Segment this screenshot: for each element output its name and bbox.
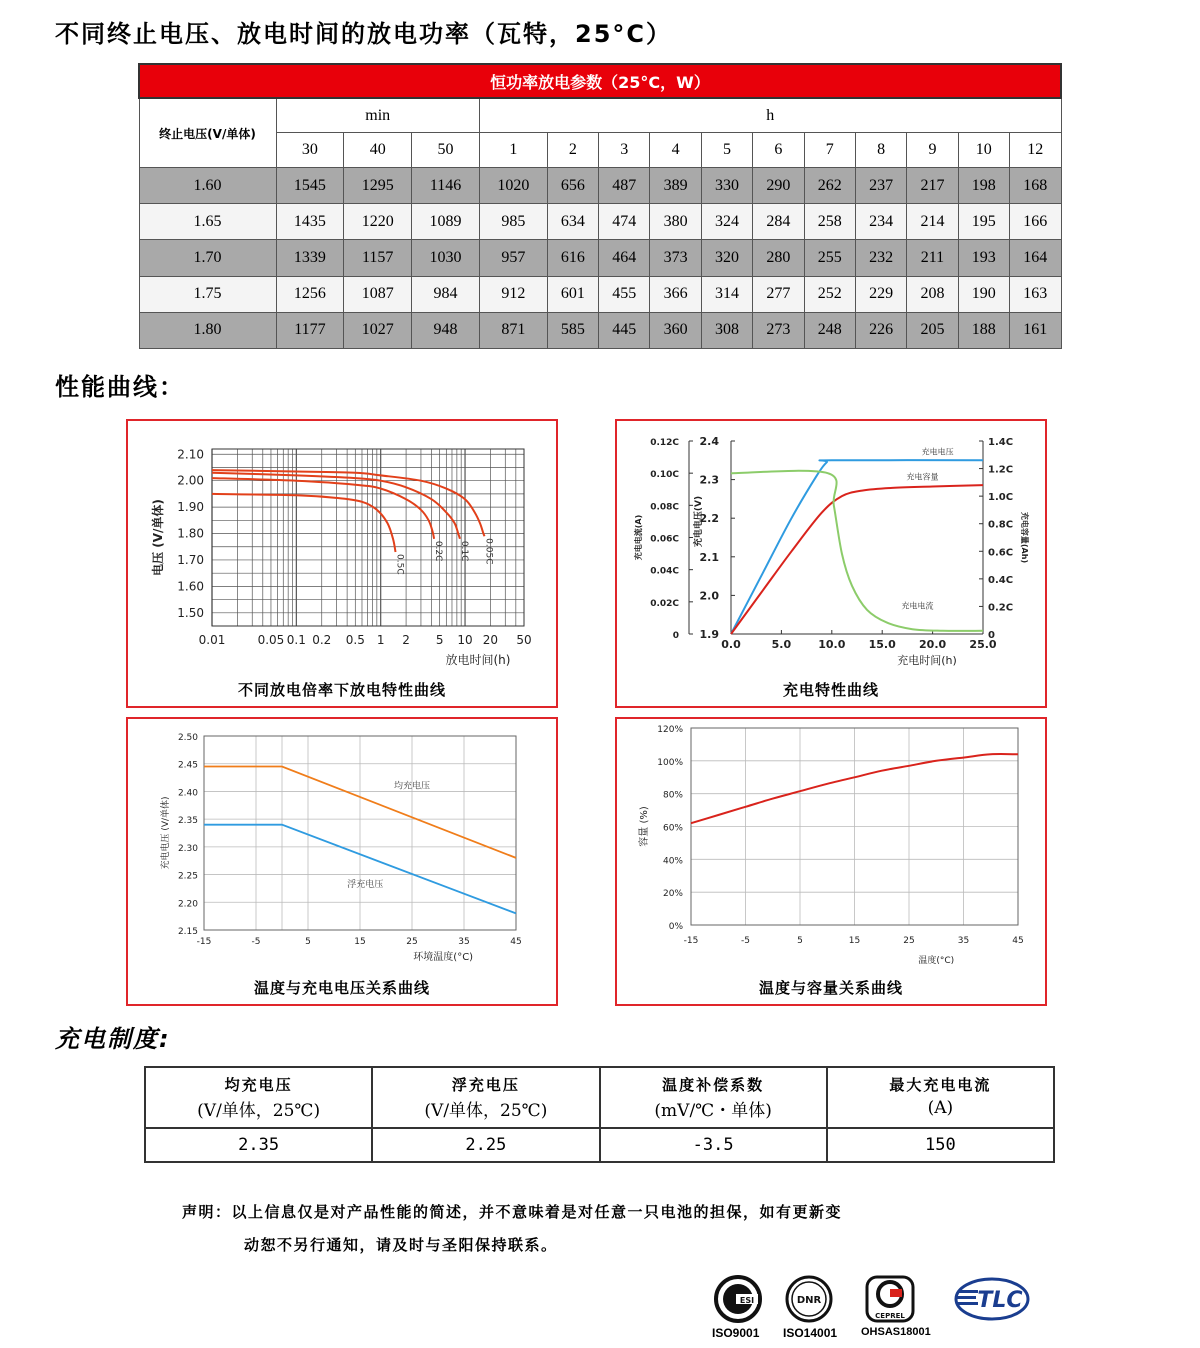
y-mid-tick-label: 2.1 [699,550,719,564]
y-tick-label: 80% [662,790,683,801]
power-cell: 188 [958,312,1009,348]
y-right-tick-label: 0.2C [988,602,1014,614]
x-tick-label: 0.05 [257,633,285,647]
time-header: 12 [1009,133,1061,168]
x-tick-label: 20 [482,633,499,647]
x-tick-label: 5 [435,633,444,647]
power-cell: 190 [958,276,1009,312]
power-cell: 1027 [344,312,412,348]
y-tick-label: 20% [662,889,683,900]
power-cell: 234 [855,204,906,240]
cert-label: ISO9001 [712,1326,760,1340]
time-header: 4 [650,133,701,168]
y-tick-label: 2.20 [177,899,198,910]
x-tick-label: -15 [196,937,212,947]
power-cell: 214 [907,204,958,240]
col-value: 150 [827,1128,1054,1162]
power-cell: 585 [547,312,598,348]
power-cell: 389 [650,168,701,204]
x-tick-label: 45 [1012,936,1024,946]
power-cell: 464 [599,240,650,276]
x-tick-label: -5 [741,936,750,946]
y-right-tick-label: 0 [988,630,995,641]
power-cell: 1545 [276,168,344,204]
table-row [139,240,1061,276]
x-tick-label: 10.0 [818,638,846,651]
time-header: 30 [276,133,344,168]
svg-text:DNR: DNR [796,1295,822,1306]
power-cell: 1087 [344,276,412,312]
power-cell: 871 [479,312,547,348]
y-tick-label: 120% [657,725,683,735]
power-cell: 366 [650,276,701,312]
power-cell: 1030 [412,240,480,276]
power-cell: 290 [753,168,804,204]
x-tick-label: 50 [516,633,532,647]
discharge-power-table [138,63,1062,349]
voltage-cell: 1.60 [139,168,276,204]
col-unit: (V/单体，25℃) [145,1095,372,1128]
discharge-curve-chart [128,421,556,706]
power-cell: 1256 [276,276,344,312]
y-left-tick-label: 0.06C [650,534,679,545]
power-cell: 601 [547,276,598,312]
y-tick-label: 1.60 [177,579,204,594]
time-header: 3 [599,133,650,168]
power-cell: 1295 [344,168,412,204]
power-cell: 1435 [276,204,344,240]
y-left-tick-label: 0.12C [650,438,679,448]
series-label: 0.05C [483,538,494,565]
ceprel-logo-icon [867,1277,913,1321]
y-tick-label: 2.15 [177,927,198,937]
svg-text:ESI: ESI [739,1296,755,1305]
x-tick-label: 0.2 [312,633,332,647]
power-cell: 258 [804,204,855,240]
voltage-cell: 1.80 [139,312,276,348]
power-cell: 248 [804,312,855,348]
col-title: 最大充电电流 [827,1067,1054,1095]
x-tick-label: 15 [848,936,861,946]
time-header: 40 [344,133,412,168]
x-tick-label: 5 [797,936,803,946]
x-tick-label: 35 [458,937,470,947]
power-cell: 616 [547,240,598,276]
x-axis-label: 环境温度(°C) [413,952,474,963]
y-right-tick-label: 0.4C [988,574,1014,586]
power-cell: 1146 [412,168,480,204]
x-tick-label: 20.0 [919,638,947,651]
discharge-series-0.2C [212,478,434,539]
y-left-tick-label: 0.02C [650,598,679,609]
power-cell: 273 [753,312,804,348]
tlc-logo-icon [956,1279,1028,1319]
x-tick-label: 45 [510,937,522,947]
power-cell: 211 [907,240,958,276]
temp-capacity-chart [617,719,1045,1004]
y-tick-label: 1.90 [177,500,204,515]
y-mid-tick-label: 2.2 [699,512,719,526]
power-cell: 455 [599,276,650,312]
x-tick-label: -15 [683,936,699,946]
svg-text:CEPREL: CEPREL [875,1312,905,1320]
y-left-tick-label: 0.08C [650,502,679,513]
y-tick-label: 2.30 [177,843,198,854]
col-value: 2.25 [372,1128,599,1162]
series-label: 均充电压 [393,781,431,792]
time-header: 5 [701,133,752,168]
power-cell: 380 [650,204,701,240]
charge-characteristic-panel [615,419,1047,708]
x-axis-label: 充电时间(h) [897,654,957,667]
y-right-tick-label: 1.4C [988,437,1014,448]
x-tick-label: 0.01 [198,633,226,647]
power-cell: 193 [958,240,1009,276]
chart-caption: 不同放电倍率下放电特性曲线 [237,681,446,699]
y-tick-label: 2.40 [177,788,198,799]
y-axis-label: 容量 (%) [639,806,650,847]
x-tick-label: -5 [251,937,261,947]
x-tick-label: 25.0 [969,638,997,651]
time-header: 50 [412,133,480,168]
power-cell: 217 [907,168,958,204]
col-value: 2.35 [145,1128,372,1162]
y-mid-tick-label: 2.3 [699,473,719,487]
power-cell: 237 [855,168,906,204]
y-mid-tick-label: 1.9 [699,628,719,641]
y-left-tick-label: 0 [672,631,679,641]
y-tick-label: 2.45 [177,760,198,771]
table-row [139,168,1061,204]
power-cell: 656 [547,168,598,204]
y-tick-label: 2.50 [177,733,198,743]
x-tick-label: 0.1 [286,633,306,647]
power-cell: 1089 [412,204,480,240]
performance-heading: 性能曲线： [55,373,185,401]
temp-voltage-chart [128,719,556,1004]
svg-text:TLC: TLC [977,1288,1023,1313]
page-title: 不同终止电压、放电时间的放电功率（瓦特，25°C） [55,20,673,48]
power-cell: 1177 [276,312,344,348]
cert-label: OHSAS18001 [861,1326,931,1338]
time-header: 8 [855,133,906,168]
time-header: 6 [753,133,804,168]
power-cell: 226 [855,312,906,348]
power-cell: 474 [599,204,650,240]
col-title: 浮充电压 [372,1067,599,1095]
group-min-header: min [276,98,479,133]
time-header: 9 [907,133,958,168]
charge-characteristic-chart [617,421,1045,706]
series-label: 浮充电压 [347,879,384,890]
col-unit: (V/单体，25℃) [372,1095,599,1128]
x-tick-label: 10 [457,633,473,647]
power-cell: 445 [599,312,650,348]
y-mid-label: 充电电压(V) [694,495,704,548]
esi-logo-icon [716,1277,760,1321]
power-cell: 205 [907,312,958,348]
chart-caption: 温度与充电电压关系曲线 [253,979,430,997]
power-cell: 232 [855,240,906,276]
group-h-header: h [479,98,1061,133]
y-right-tick-label: 1.0C [988,492,1014,504]
charging-heading: 充电制度: [55,1025,171,1053]
series-label: 0.2C [433,540,444,562]
col-value: -3.5 [600,1128,827,1162]
y-left-label: 充电电流(A) [634,514,643,561]
col-title: 温度补偿系数 [600,1067,827,1095]
y-tick-label: 1.70 [177,552,204,567]
disclaimer-line-1: 声明：以上信息仅是对产品性能的简述，并不意味着是对任意一只电池的担保，如有更新变 [182,1203,843,1221]
power-cell: 164 [1009,240,1061,276]
power-cell: 195 [958,204,1009,240]
x-tick-label: 15.0 [868,638,896,651]
series-label: 充电电流 [901,601,934,611]
y-tick-label: 2.10 [177,447,204,462]
y-right-tick-label: 0.6C [988,547,1014,559]
x-tick-label: 35 [957,936,970,946]
y-tick-label: 2.25 [177,871,198,882]
y-left-tick-label: 0.10C [650,470,679,481]
power-cell: 984 [412,276,480,312]
voltage-cell: 1.70 [139,240,276,276]
y-tick-label: 2.35 [177,816,198,827]
series-label: 充电电压 [921,447,954,457]
power-cell: 168 [1009,168,1061,204]
voltage-cell: 1.75 [139,276,276,312]
cert-label: ISO14001 [783,1326,838,1340]
x-tick-label: 2 [402,633,410,647]
y-mid-tick-label: 2.4 [699,435,719,448]
power-cell: 308 [701,312,752,348]
col-unit: (A) [827,1095,1054,1128]
charging-regime-table [144,1066,1055,1163]
power-cell: 330 [701,168,752,204]
time-header: 2 [547,133,598,168]
power-cell: 634 [547,204,598,240]
y-mid-tick-label: 2.0 [699,589,719,603]
power-cell: 166 [1009,204,1061,240]
y-tick-label: 0% [668,922,683,932]
power-cell: 284 [753,204,804,240]
y-right-tick-label: 0.8C [988,519,1014,531]
x-tick-label: 5.0 [771,638,792,651]
power-cell: 373 [650,240,701,276]
y-tick-label: 40% [662,856,683,867]
power-cell: 324 [701,204,752,240]
certification-logos [712,1274,1042,1328]
x-axis-label: 温度(°C) [918,956,955,966]
temp-voltage-panel [126,717,558,1006]
time-header: 7 [804,133,855,168]
chart-caption: 温度与容量关系曲线 [758,979,903,997]
x-tick-label: 1 [376,633,385,647]
temp-capacity-panel [615,717,1047,1006]
power-cell: 252 [804,276,855,312]
time-header: 10 [958,133,1009,168]
y-right-label: 充电容量(Ah) [1020,511,1029,564]
power-cell: 198 [958,168,1009,204]
power-cell: 957 [479,240,547,276]
voltage-cell: 1.65 [139,204,276,240]
power-cell: 1220 [344,204,412,240]
x-tick-label: 0.0 [721,638,741,651]
series-label: 充电容量 [906,472,939,482]
discharge-curve-panel [126,419,558,708]
power-cell: 208 [907,276,958,312]
power-cell: 985 [479,204,547,240]
series-label: 0.5C [394,554,405,575]
power-cell: 320 [701,240,752,276]
power-cell: 1339 [276,240,344,276]
power-cell: 912 [479,276,547,312]
power-cell: 360 [650,312,701,348]
power-cell: 229 [855,276,906,312]
power-cell: 314 [701,276,752,312]
x-tick-label: 5 [305,937,311,947]
power-cell: 277 [753,276,804,312]
time-header: 1 [479,133,547,168]
series-label: 0.1C [458,540,469,562]
power-cell: 1020 [479,168,547,204]
voltage-header: 终止电压(V/单体) [139,98,276,168]
disclaimer-line-2: 动恕不另行通知，请及时与圣阳保持联系。 [244,1236,558,1254]
y-left-tick-label: 0.04C [650,566,679,577]
power-cell: 1157 [344,240,412,276]
table-caption: 恒功率放电参数（25°C，W） [139,64,1061,98]
x-tick-label: 25 [903,936,915,946]
table-row [139,276,1061,312]
x-tick-label: 25 [406,937,418,947]
power-cell: 280 [753,240,804,276]
power-cell: 948 [412,312,480,348]
x-axis-label: 放电时间(h) [445,653,511,667]
y-axis-label: 充电电压 (V/单体) [161,796,171,870]
x-tick-label: 15 [354,937,366,947]
power-cell: 262 [804,168,855,204]
power-cell: 487 [599,168,650,204]
power-cell: 161 [1009,312,1061,348]
table-row [139,204,1061,240]
x-tick-label: 0.5 [345,633,365,647]
chart-caption: 充电特性曲线 [782,681,879,699]
y-tick-label: 100% [657,757,683,768]
y-axis-label: 电压 (V/单体) [151,499,165,576]
y-tick-label: 60% [662,823,683,834]
power-cell: 163 [1009,276,1061,312]
col-title: 均充电压 [145,1067,372,1095]
y-tick-label: 2.00 [177,473,204,488]
y-tick-label: 1.80 [177,526,204,541]
power-cell: 255 [804,240,855,276]
y-right-tick-label: 1.2C [988,464,1014,476]
col-unit: (mV/℃・单体) [600,1095,827,1128]
y-tick-label: 1.50 [177,605,204,620]
table-row [139,312,1061,348]
dnr-logo-icon [787,1277,831,1321]
charge-current-series [731,471,983,631]
